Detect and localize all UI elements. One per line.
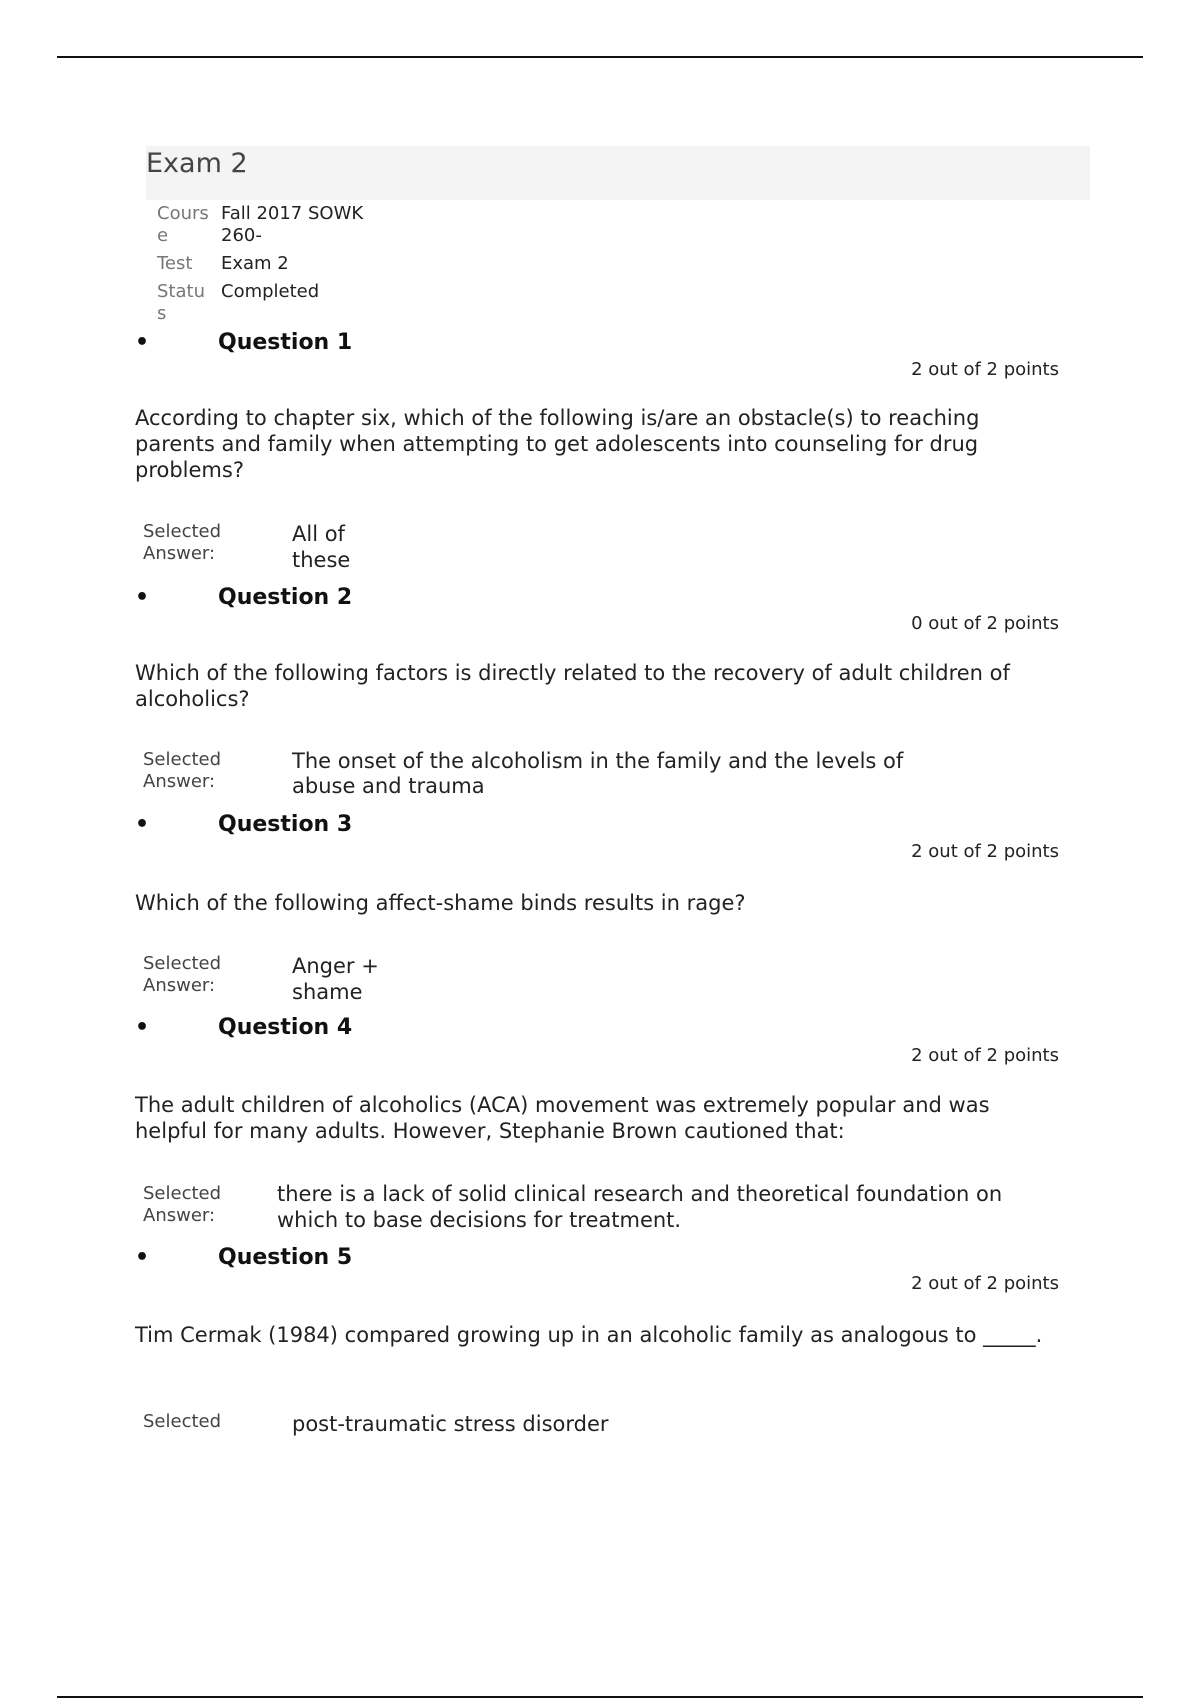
question-text: Tim Cermak (1984) compared growing up in an alcoholic family as analogous to _____. (135, 1323, 1043, 1347)
selected-answer: Anger + shame (292, 954, 379, 1004)
page-title: Exam 2 (146, 148, 248, 179)
selected-answer: post-traumatic stress disorder (292, 1412, 609, 1436)
selected-answer-label: Selected Answer: (143, 953, 222, 996)
question-title: Question 1 (218, 330, 353, 355)
question-title: Question 3 (218, 812, 353, 837)
bullet: • (135, 330, 150, 355)
question-points: 2 out of 2 points (911, 1045, 1059, 1066)
question-points: 2 out of 2 points (911, 1273, 1059, 1294)
question-title: Question 5 (218, 1245, 353, 1270)
meta-label: Test (157, 253, 193, 274)
question-text: Which of the following affect-shame binds results in rage? (135, 891, 746, 915)
meta-label: Status (157, 281, 205, 324)
selected-label: Selected (143, 1411, 222, 1432)
bullet: • (135, 1015, 150, 1040)
meta-label: Course (157, 203, 209, 246)
meta-value: Fall 2017 SOWK 260- (221, 203, 364, 246)
bullet: • (135, 812, 150, 837)
question-text: Which of the following factors is directly related to the recovery of adult children of alcoholics? (135, 661, 1010, 711)
bottom-rule (57, 1696, 1143, 1698)
question-points: 0 out of 2 points (911, 613, 1059, 634)
top-rule (57, 56, 1143, 58)
selected-answer-label: Selected Answer: (143, 1183, 222, 1226)
question-text: According to chapter six, which of the following is/are an obstacle(s) to reaching parents and family when attempting to get adolescents into counseling for drug problems? (135, 406, 980, 482)
selected-answer-label: Selected Answer: (143, 521, 222, 564)
meta-value: Exam 2 (221, 253, 289, 274)
bullet: • (135, 1245, 150, 1270)
selected-answer-label: Selected Answer: (143, 749, 222, 792)
selected-answer: The onset of the alcoholism in the family and the levels of abuse and trauma (292, 749, 904, 798)
question-points: 2 out of 2 points (911, 359, 1059, 380)
question-text: The adult children of alcoholics (ACA) movement was extremely popular and was helpful for many adults. However, Stephanie Brown cautioned that: (135, 1093, 990, 1143)
meta-value: Completed (221, 281, 320, 302)
selected-answer: there is a lack of solid clinical research and theoretical foundation on which to base decisions for treatment. (277, 1182, 1003, 1232)
question-title: Question 2 (218, 585, 353, 610)
exam-header (146, 146, 1090, 200)
question-title: Question 4 (218, 1015, 353, 1040)
selected-answer: All of these (292, 522, 351, 572)
question-points: 2 out of 2 points (911, 841, 1059, 862)
bullet: • (135, 585, 150, 610)
